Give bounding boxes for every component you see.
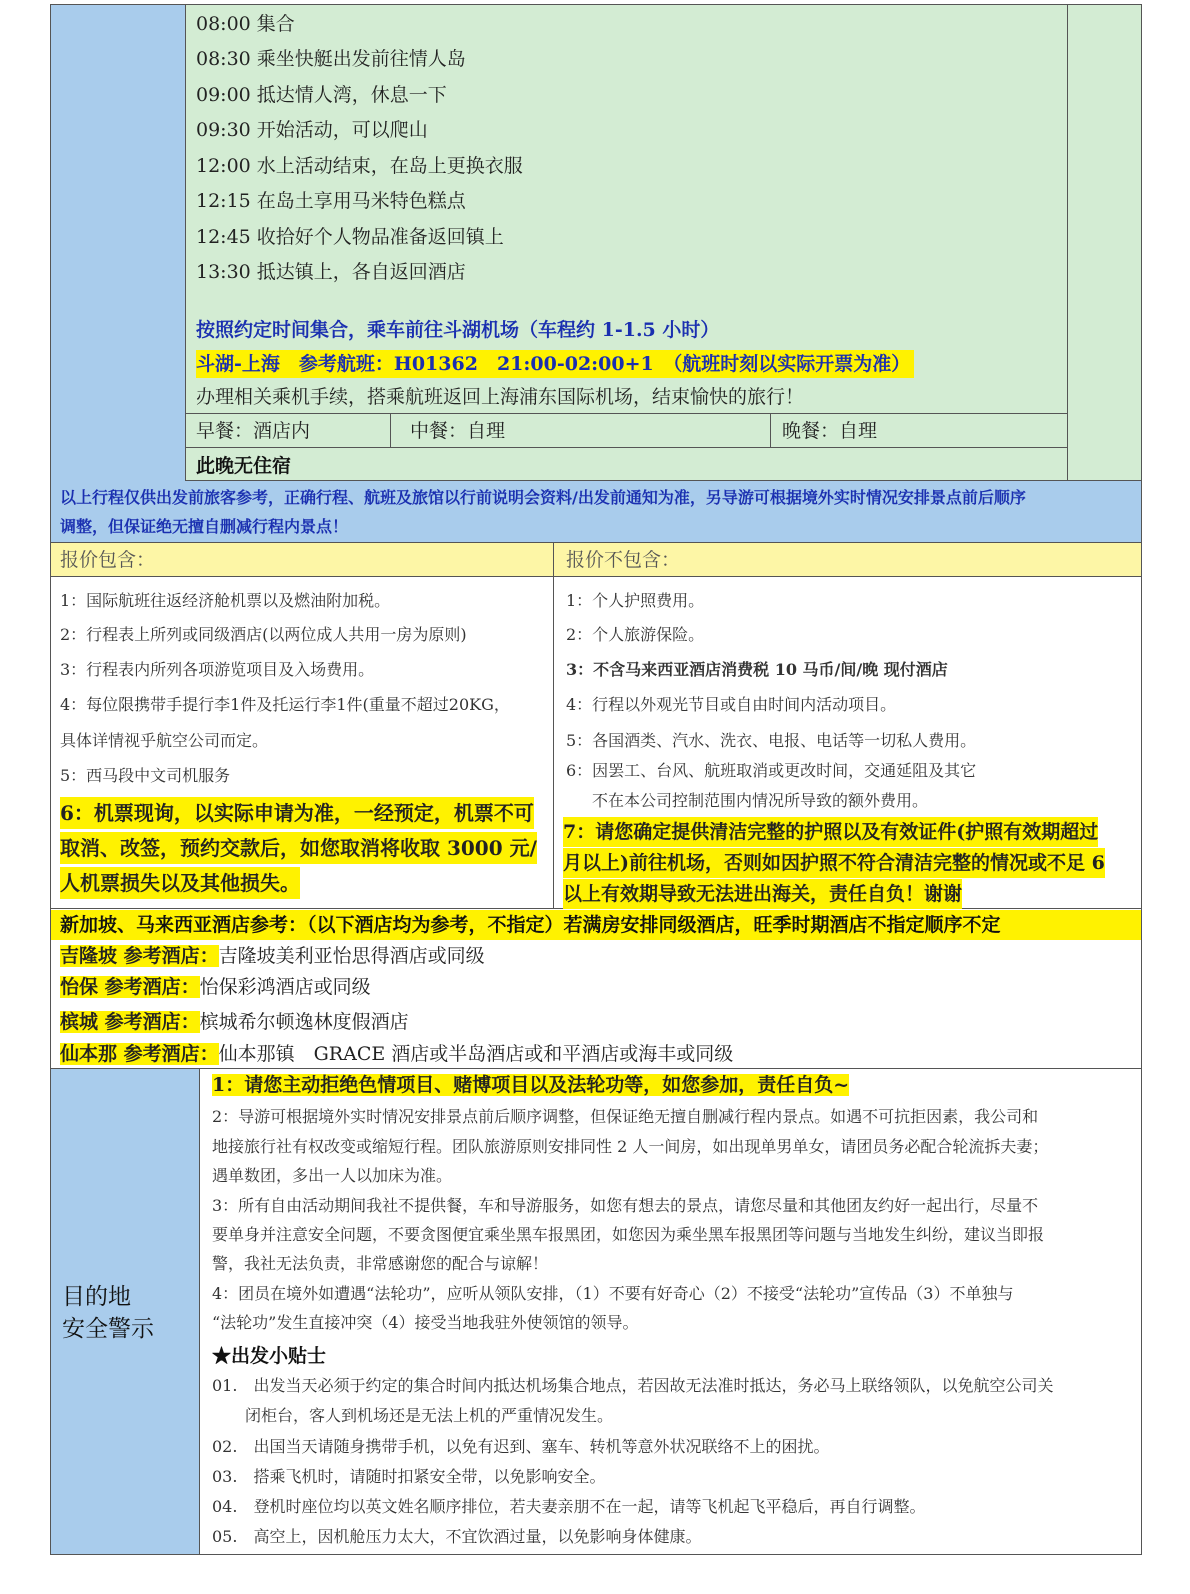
- hotel-row: [60, 942, 485, 972]
- meals-row: [185, 413, 1068, 448]
- schedule-item: 08:00 集合: [196, 13, 295, 35]
- schedule-item: 13:30 抵达镇上，各自返回酒店: [196, 261, 466, 283]
- included-highlight: 6：机票现询，以实际申请为准，一经预定，机票不可: [60, 797, 534, 829]
- schedule-item: 12:45 收拾好个人物品准备返回镇上: [196, 226, 504, 248]
- schedule-item: 09:30 开始活动，可以爬山: [196, 119, 428, 141]
- meal-dinner: 晚餐：自理: [782, 420, 878, 442]
- meal-breakfast: 早餐：酒店内: [196, 420, 311, 442]
- excluded-item: 1：个人护照费用。: [566, 591, 705, 610]
- safety-line: 4：团员在境外如遭遇“法轮功”，应听从领队安排，（1）不要有好奇心（2）不接受“法轮功”宣传品（3）不单独与: [212, 1284, 1014, 1303]
- excluded-item: 不在本公司控制范围内情况所导致的额外费用。: [592, 791, 929, 810]
- disclaimer-line: 调整，但保证绝无擅自删减行程内景点！: [60, 517, 349, 536]
- price-included-title: 报价包含：: [60, 549, 156, 571]
- return-note: 办理相关乘机手续，搭乘航班返回上海浦东国际机场，结束愉快的旅行！: [196, 386, 805, 408]
- hotel-label: 怡保 参考酒店：: [60, 976, 200, 998]
- safety-title: 目的地: [62, 1284, 131, 1310]
- safety-label-cell: [50, 1069, 200, 1555]
- tip-item: 闭柜台，客人到机场还是无法上机的严重情况发生。: [245, 1406, 614, 1425]
- hotel-label: 槟城 参考酒店：: [60, 1011, 200, 1033]
- hotel-row: [60, 1040, 733, 1070]
- hotel-value: 槟城希尔顿逸林度假酒店: [199, 1011, 409, 1033]
- safety-warning-1: [212, 1071, 849, 1099]
- schedule-item: 09:00 抵达情人湾，休息一下: [196, 84, 447, 106]
- safety-line: 要单身并注意安全问题，不要贪图便宜乘坐黑车报黑团，如您因为乘坐黑车报黑团等问题与当地发生纠纷，建议当即报: [212, 1225, 1045, 1244]
- excluded-highlight: 7：请您确定提供清洁完整的护照以及有效证件(护照有效期超过: [563, 817, 1098, 847]
- hotel-row: [60, 1008, 409, 1038]
- included-highlight: 人机票损失以及其他损失。: [60, 867, 300, 899]
- transfer-note: 按照约定时间集合，乘车前往斗湖机场（车程约 1-1.5 小时）: [196, 319, 720, 341]
- excluded-highlight: 月以上)前往机场，否则如因护照不符合清洁完整的情况或不足 6: [563, 848, 1105, 878]
- schedule-list: [196, 10, 1056, 290]
- itinerary-right-column: [1068, 4, 1142, 481]
- included-item: 1：国际航班往返经济舱机票以及燃油附加税。: [60, 591, 391, 610]
- included-highlight: 取消、改签，预约交款后，如您取消将收取 3000 元/: [60, 832, 537, 864]
- itinerary-left-column: [50, 4, 185, 481]
- lodging-note: 此晚无住宿: [196, 455, 292, 477]
- safety-line: 遇单数团，多出一人以加床为准。: [212, 1166, 453, 1185]
- excluded-highlight: 以上有效期导致无法进出海关，责任自负！谢谢: [563, 879, 962, 909]
- hotels-title: 新加坡、马来西亚酒店参考：（以下酒店均为参考，不指定）若满房安排同级酒店，旺季时期酒店不指定顺序不定: [60, 914, 1001, 936]
- tip-item: 01. 出发当天必须于约定的集合时间内抵达机场集合地点，若因故无法准时抵达，务必马上联络领队，以免航空公司关: [212, 1376, 1054, 1395]
- safety-warning-1-text: 1：请您主动拒绝色情项目、赌博项目以及法轮功等，如您参加，责任自负~: [212, 1074, 850, 1096]
- disclaimer-line: 以上行程仅供出发前旅客参考，正确行程、航班及旅馆以行前说明会资料/出发前通知为准，另导游可根据境外实时情况安排景点前后顺序: [60, 488, 1026, 507]
- tip-item: 03. 搭乘飞机时，请随时扣紧安全带，以免影响安全。: [212, 1467, 606, 1486]
- price-excluded-title: 报价不包含：: [566, 549, 681, 571]
- safety-line: “法轮功”发生直接冲突（4）接受当地我驻外使领馆的领导。: [212, 1313, 639, 1332]
- hotel-value: 吉隆坡美利亚怡思得酒店或同级: [218, 945, 485, 967]
- safety-line: 地接旅行社有权改变或缩短行程。团队旅游原则安排同性 2 人一间房，如出现单男单女，请团员务必配合轮流拆夫妻；: [212, 1137, 1049, 1156]
- excluded-item: 2：个人旅游保险。: [566, 625, 705, 644]
- excluded-item: 4：行程以外观光节目或自由时间内活动项目。: [566, 695, 897, 714]
- excluded-highlight-clip: [563, 817, 1141, 909]
- included-item: 2：行程表上所列或同级酒店(以两位成人共用一房为原则): [60, 625, 467, 644]
- schedule-item: 12:00 水上活动结束，在岛上更换衣服: [196, 155, 523, 177]
- tip-item: 05. 高空上，因机舱压力太大，不宜饮酒过量，以免影响身体健康。: [212, 1527, 702, 1546]
- meals-divider: [390, 413, 391, 448]
- flight-info: 斗湖-上海 参考航班：H01362 21:00-02:00+1 （航班时刻以实际开票为准）: [196, 350, 914, 378]
- safety-line: 2：导游可根据境外实时情况安排景点前后顺序调整，但保证绝无擅自删减行程内景点。如遇不可抗拒因素，我公司和: [212, 1107, 1039, 1126]
- excluded-item-tax: 3：不含马来西亚酒店消费税 10 马币/间/晚 现付酒店: [566, 660, 948, 679]
- schedule-item: 12:15 在岛土享用马米特色糕点: [196, 190, 466, 212]
- included-item: 3：行程表内所列各项游览项目及入场费用。: [60, 660, 375, 679]
- safety-line: 警，我社无法负责，非常感谢您的配合与谅解！: [212, 1254, 549, 1273]
- included-item: 5：西马段中文司机服务: [60, 766, 231, 785]
- hotel-label: 吉隆坡 参考酒店：: [60, 945, 219, 967]
- hotel-row: [60, 973, 371, 1003]
- meal-lunch: 中餐：自理: [410, 420, 506, 442]
- safety-line: 3：所有自由活动期间我社不提供餐，车和导游服务，如您有想去的景点，请您尽量和其他团友约好一起出行，尽量不: [212, 1196, 1039, 1215]
- tip-item: 04. 登机时座位均以英文姓名顺序排位，若夫妻亲朋不在一起，请等飞机起飞平稳后，再自行调整。: [212, 1497, 926, 1516]
- safety-title: 安全警示: [62, 1316, 154, 1342]
- excluded-item: 5：各国酒类、汽水、洗衣、电报、电话等一切私人费用。: [566, 731, 977, 750]
- schedule-item: 08:30 乘坐快艇出发前往情人岛: [196, 48, 466, 70]
- tip-item: 02. 出国当天请随身携带手机，以免有迟到、塞车、转机等意外状况联络不上的困扰。: [212, 1437, 830, 1456]
- meals-divider: [770, 413, 771, 448]
- tips-title: ★出发小贴士: [212, 1345, 327, 1367]
- excluded-item: 6：因罢工、台风、航班取消或更改时间，交通延阻及其它: [566, 761, 977, 780]
- hotel-label: 仙本那 参考酒店：: [60, 1043, 219, 1065]
- included-item: 4：每位限携带手提行李1件及托运行李1件(重量不超过20KG，: [60, 695, 510, 714]
- hotel-value: 仙本那镇 GRACE 酒店或半岛酒店或和平酒店或海丰或同级: [218, 1043, 734, 1065]
- hotel-value: 怡保彩鸿酒店或同级: [199, 976, 371, 998]
- included-item: 具体详情视乎航空公司而定。: [60, 731, 269, 750]
